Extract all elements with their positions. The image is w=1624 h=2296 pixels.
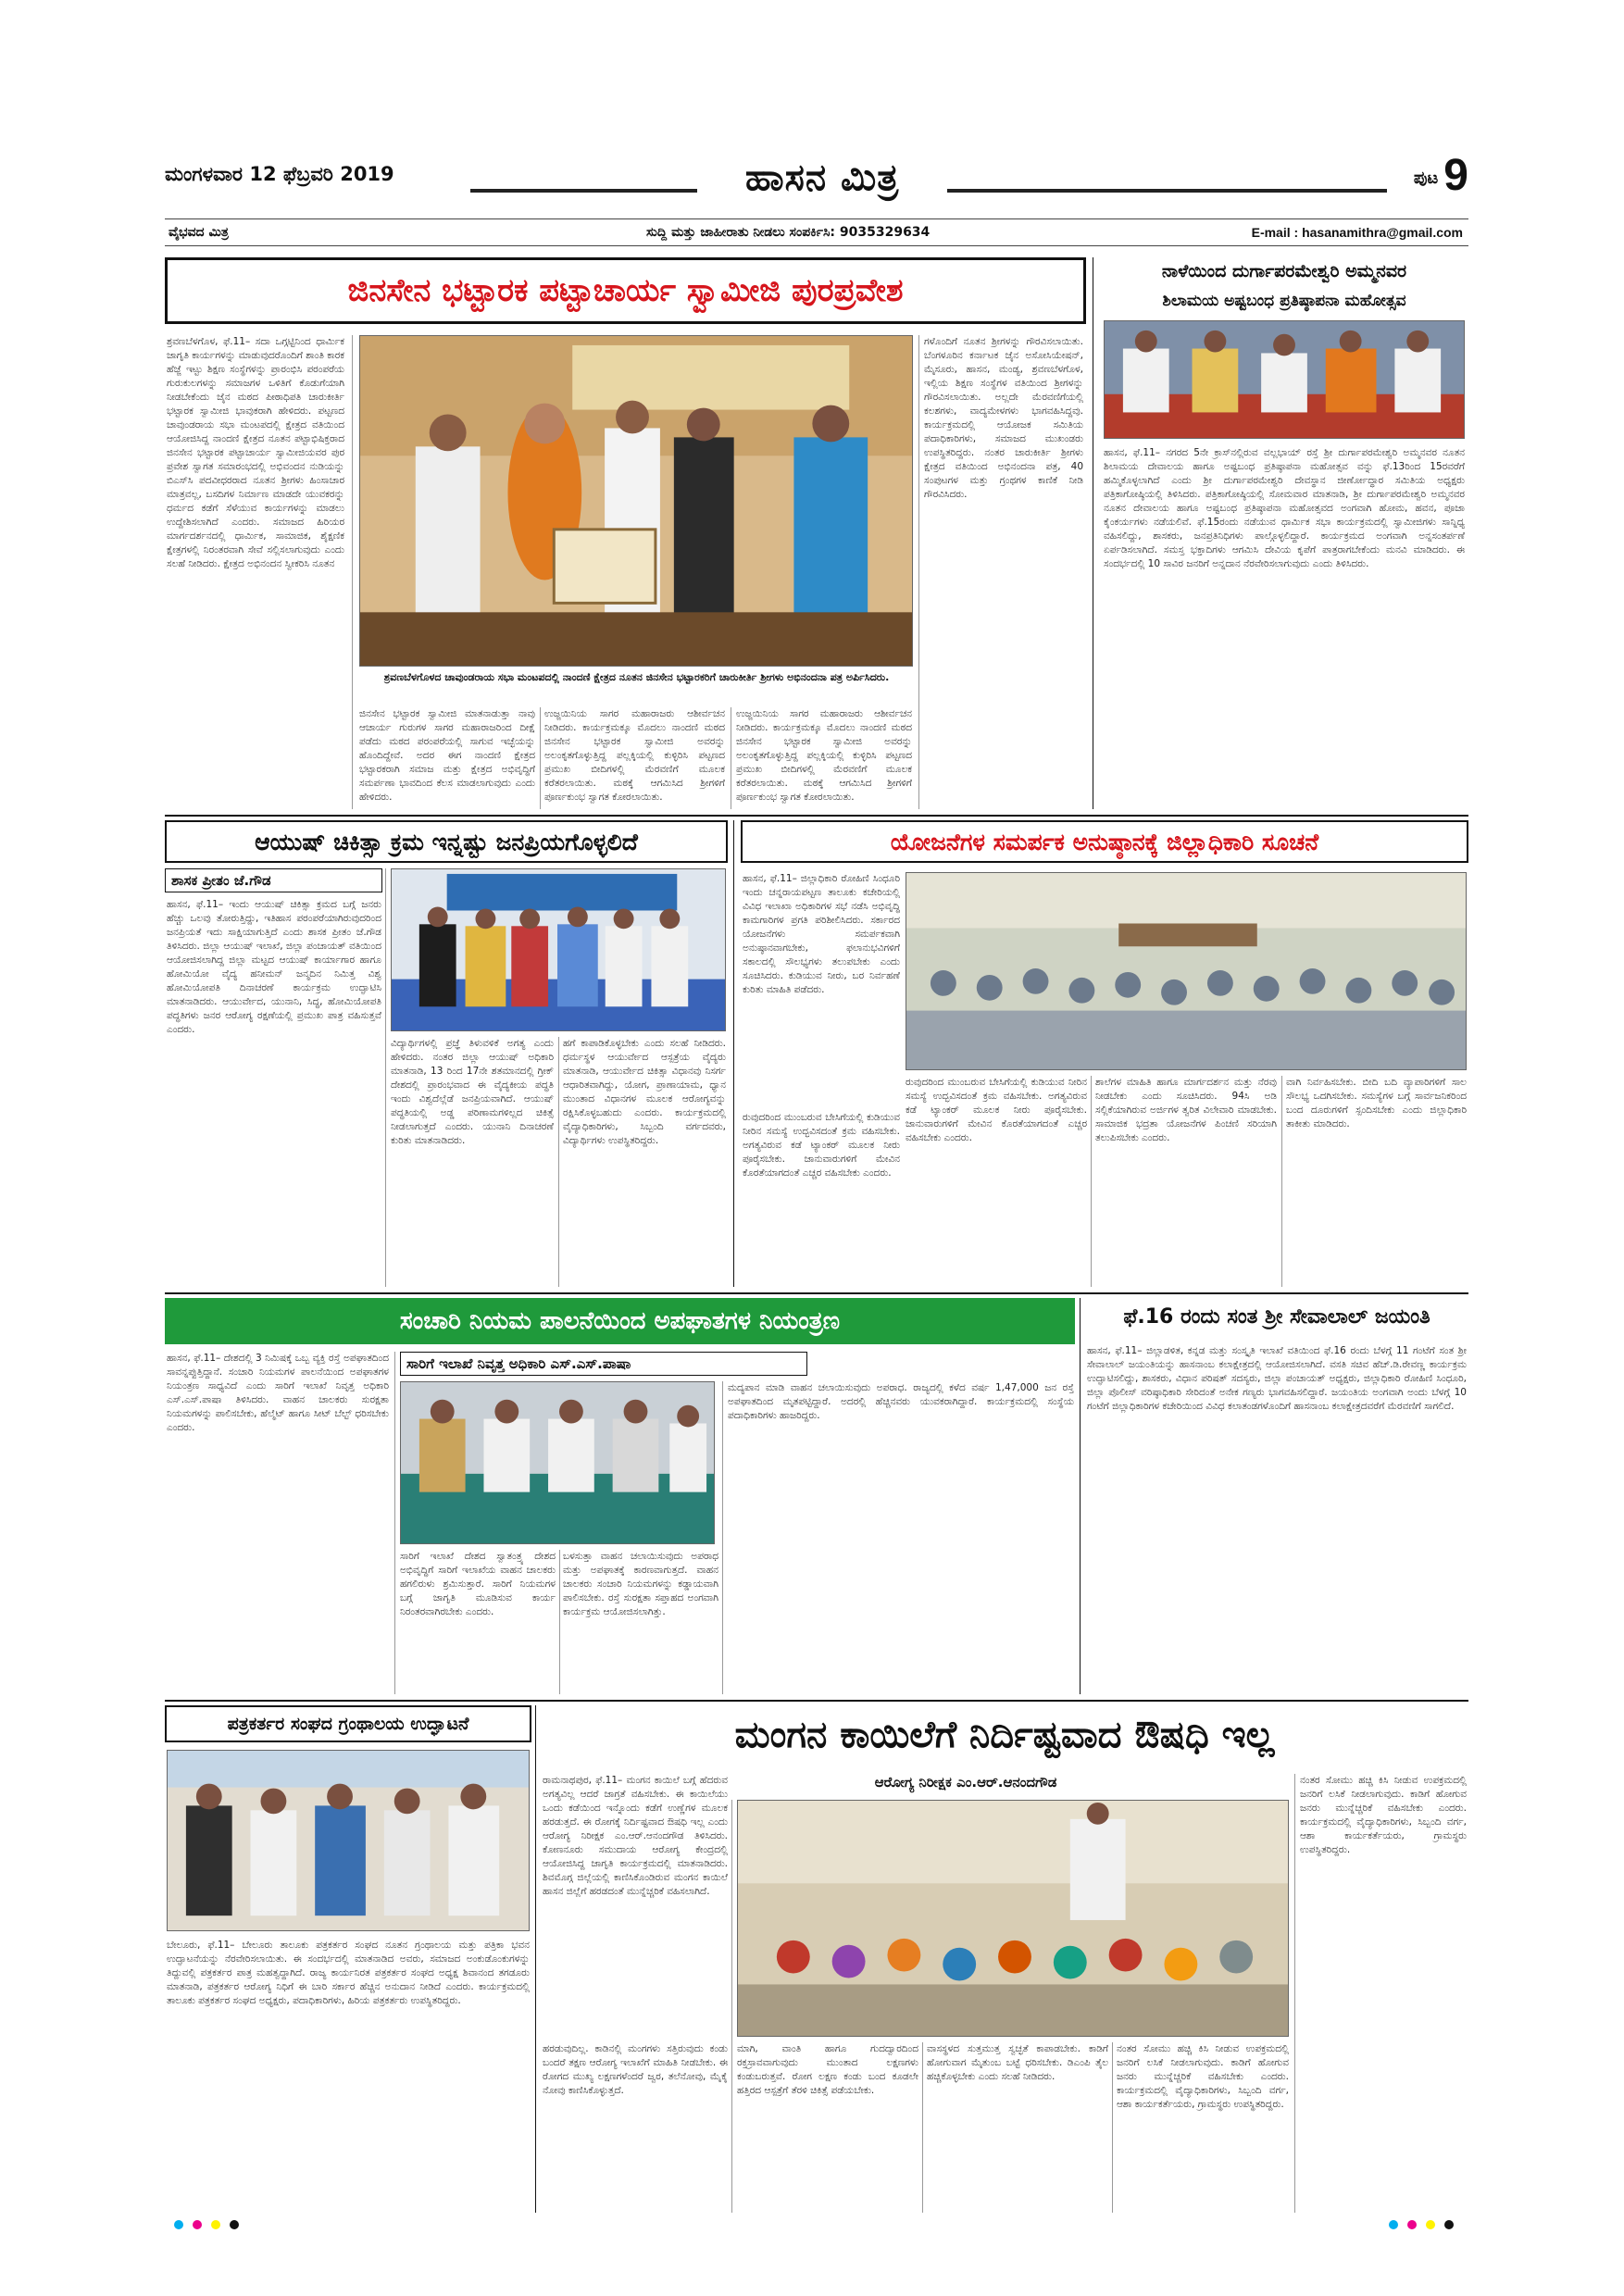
- page-number-value: 9: [1443, 151, 1468, 200]
- story5-col2: ಸಾರಿಗೆ ಇಲಾಖೆ ದೇಶದ ಸ್ವಾತಂತ್ರ್ಯ ದೇಶದ ಅಭಿವೃದ್ಧಿಗೆ ಸಾರಿಗೆ ಇಲಾಖೆಯ ವಾಹನ ಚಾಲಕರು ಹಗಲಿರುಳು ಶ್ರಮಿಸುತ್ತಾರೆ. ಸಾರಿಗೆ ನಿಯಮಗಳ ಬಗ್ಗೆ ಜಾಗೃತಿ ಮೂಡಿಸುವ ಕಾರ್ಯ ನಿರಂತರವಾಗಿರಬೇಕು ಎಂದರು.: [400, 1551, 556, 1617]
- col-divider: [559, 1550, 560, 1694]
- photo-health-awareness: [737, 1800, 1289, 2037]
- col-divider: [1112, 2042, 1113, 2213]
- headline-story6: ಫೆ.16 ರಂದು ಸಂತ ಶ್ರೀ ಸೇವಾಲಾಲ್ ಜಯಂತಿ: [1123, 1305, 1430, 1329]
- col-divider: [535, 1705, 536, 2213]
- photo-image: [1105, 321, 1464, 438]
- story1-col2: ಜಿನಸೇನ ಭಟ್ಟಾರಕ ಸ್ವಾಮೀಜಿ ಮಾತನಾಡುತ್ತಾ ನಾವು ಆಚಾರ್ಯ ಗುರುಗಳ ಸಾಗರ ಮಹಾರಾಜರಿಂದ ದೀಕ್ಷೆ ಪಡೆದು ಮಠದ ಪರಂಪರೆಯಲ್ಲಿ ಸಾಗುವ ಇಚ್ಛೆಯನ್ನು ಹೊಂದಿದ್ದೇವೆ. ಅದರ ಈಗ ನಾಂದಣಿ ಕ್ಷೇತ್ರದ ಭಟ್ಟಾರಕರಾಗಿ ಸಮಾಜ ಮತ್ತು ಕ್ಷೇತ್ರದ ಅಭಿವೃದ್ಧಿಗೆ ಸಮರ್ಪಣಾ ಭಾವದಿಂದ ಕೆಲಸ ಮಾಡಲಾಗುವುದು ಎಂದು ಹೇಳಿದರು.: [359, 708, 535, 803]
- story4-col4: ವಾಗಿ ನಿರ್ವಹಿಸಬೇಕು. ಬೀದಿ ಬದಿ ವ್ಯಾಪಾರಿಗಳಿಗೆ ಸಾಲ ಸೌಲಭ್ಯ ಒದಗಿಸಬೇಕು. ಸಮಸ್ಯೆಗಳ ಬಗ್ಗೆ ಸಾರ್ವಜನಿಕರಿಂದ ಬಂದ ದೂರುಗಳಿಗೆ ಸ್ಪಂದಿಸಬೇಕು ಎಂದು ಜಿಲ್ಲಾಧಿಕಾರಿ ತಾಕೀತು ಮಾಡಿದರು.: [1286, 1077, 1467, 1129]
- masthead: [165, 151, 1468, 213]
- headline-story3: ಆಯುಷ್ ಚಿಕಿತ್ಸಾ ಕ್ರಮ ಇನ್ನಷ್ಟು ಜನಪ್ರಿಯಗೊಳ್ಳಲಿದೆ: [165, 820, 728, 863]
- registration-marks-right: [1389, 2220, 1454, 2229]
- story1-col3: ಉಜ್ಜಯಿನಿಯ ಸಾಗರ ಮಹಾರಾಜರು ಆಶೀರ್ವಚನ ನೀಡಿದರು. ಕಾರ್ಯಕ್ರಮಕ್ಕೂ ಮೊದಲು ನಾಂದಣಿ ಮಠದ ಜಿನಸೇನ ಭಟ್ಟಾರಕ ಸ್ವಾಮೀಜಿ ಅವರನ್ನು ಅಲಂಕೃತಗೊಳ್ಳುತ್ತಿದ್ದ ಪಲ್ಲಕ್ಕಿಯಲ್ಲಿ ಕುಳ್ಳಿರಿಸಿ ಪಟ್ಟಣದ ಪ್ರಮುಖ ಬೀದಿಗಳಲ್ಲಿ ಮೆರವಣಿಗೆ ಮೂಲಕ ಕರೆತರಲಾಯಿತು. ಮಠಕ್ಕೆ ಆಗಮಿಸಿದ ಶ್ರೀಗಳಿಗೆ ಪೂರ್ಣಕುಂಭ ಸ್ವಾಗತ ಕೋರಲಾಯಿತು.: [544, 708, 725, 803]
- headline-story8: ಮಂಗನ ಕಾಯಿಲೆಗೆ ನಿರ್ದಿಷ್ಟವಾದ ಔಷಧಿ ಇಲ್ಲ: [734, 1714, 1275, 1756]
- photo-press-meet: [1104, 320, 1465, 439]
- story5-col1: ಹಾಸನ, ಫೆ.11– ದೇಶದಲ್ಲಿ 3 ನಿಮಿಷಕ್ಕೆ ಒಬ್ಬ ವ್ಯಕ್ತಿ ರಸ್ತೆ ಅಪಘಾತದಿಂದ ಸಾವನ್ನಪ್ಪುತ್ತಿದ್ದಾನೆ. ಸಂಚಾರಿ ನಿಯಮಗಳ ಪಾಲನೆಯಿಂದ ಅಪಘಾತಗಳ ನಿಯಂತ್ರಣ ಸಾಧ್ಯವಿದೆ ಎಂದು ಸಾರಿಗೆ ಇಲಾಖೆ ನಿವೃತ್ತ ಅಧಿಕಾರಿ ಎಸ್.ಎಸ್.ಪಾಷಾ ತಿಳಿಸಿದರು. ವಾಹನ ಚಾಲಕರು ಸುರಕ್ಷತಾ ನಿಯಮಗಳನ್ನು ಪಾಲಿಸಬೇಕು, ಹೆಲ್ಮೆಟ್ ಹಾಗೂ ಸೀಟ್ ಬೆಲ್ಟ್ ಧರಿಸಬೇಕು ಎಂದರು.: [167, 1353, 389, 1433]
- col-divider: [1281, 1076, 1282, 1287]
- cyan-dot: [174, 2220, 183, 2229]
- story4-col2: ರುವುದರಿಂದ ಮುಂಬರುವ ಬೇಸಿಗೆಯಲ್ಲಿ ಕುಡಿಯುವ ನೀರಿನ ಸಮಸ್ಯೆ ಉದ್ಭವಿಸದಂತೆ ಕ್ರಮ ವಹಿಸಬೇಕು. ಅಗತ್ಯವಿರುವ ಕಡೆ ಟ್ಯಾಂಕರ್ ಮೂಲಕ ನೀರು ಪೂರೈಸಬೇಕು. ಜಾನುವಾರುಗಳಿಗೆ ಮೇವಿನ ಕೊರತೆಯಾಗದಂತೆ ಎಚ್ಚರ ವಹಿಸಬೇಕು ಎಂದರು.: [906, 1077, 1087, 1143]
- story8-col4: ವಾಸಸ್ಥಳದ ಸುತ್ತಮುತ್ತ ಸ್ವಚ್ಛತೆ ಕಾಪಾಡಬೇಕು. ಕಾಡಿಗೆ ಹೋಗುವಾಗ ಮೈತುಂಬ ಬಟ್ಟೆ ಧರಿಸಬೇಕು. ಡಿಎಂಪಿ ತೈಲ ಹಚ್ಚಿಕೊಳ್ಳಬೇಕು ಎಂದು ಸಲಹೆ ನೀಡಿದರು.: [927, 2043, 1108, 2082]
- col-divider: [1294, 1774, 1295, 2213]
- story8-col1: ರಾಮನಾಥಪುರ, ಫೆ.11– ಮಂಗನ ಕಾಯಿಲೆ ಬಗ್ಗೆ ಹೆದರುವ ಅಗತ್ಯವಿಲ್ಲ ಆದರೆ ಜಾಗ್ರತೆ ವಹಿಸಬೇಕು. ಈ ಕಾಯಿಲೆಯು ಒಂದು ಕಡೆಯಿಂದ ಇನ್ನೊಂದು ಕಡೆಗೆ ಉಣ್ಣೆಗಳ ಮೂಲಕ ಹರಡುತ್ತದೆ. ಈ ರೋಗಕ್ಕೆ ನಿರ್ದಿಷ್ಟವಾದ ಔಷಧಿ ಇಲ್ಲ ಎಂದು ಆರೋಗ್ಯ ನಿರೀಕ್ಷಕ ಎಂ.ಆರ್.ಆನಂದಗೌಡ ತಿಳಿಸಿದರು. ಕೋಣನೂರು ಸಮುದಾಯ ಆರೋಗ್ಯ ಕೇಂದ್ರದಲ್ಲಿ ಆಯೋಜಿಸಿದ್ದ ಜಾಗೃತಿ ಕಾರ್ಯಕ್ರಮದಲ್ಲಿ ಮಾತನಾಡಿದರು. ಶಿವಮೊಗ್ಗ ಜಿಲ್ಲೆಯಲ್ಲಿ ಕಾಣಿಸಿಕೊಂಡಿರುವ ಮಂಗನ ಕಾಯಿಲೆ ಹಾಸನ ಜಿಲ್ಲೆಗೆ ಹರಡದಂತೆ ಮುನ್ನೆಚ್ಚರಿಕೆ ವಹಿಸಲಾಗಿದೆ.: [543, 1775, 728, 1897]
- yellow-dot: [211, 2220, 220, 2229]
- story7-text: ಬೇಲೂರು, ಫೆ.11– ಬೇಲೂರು ತಾಲೂಕು ಪತ್ರಕರ್ತರ ಸಂಘದ ನೂತನ ಗ್ರಂಥಾಲಯ ಮತ್ತು ಪತ್ರಿಕಾ ಭವನ ಉದ್ಘಾಟನೆಯನ್ನು ನೆರವೇರಿಸಲಾಯಿತು. ಈ ಸಂದರ್ಭದಲ್ಲಿ ಮಾತನಾಡಿದ ಅವರು, ಸಮಾಜದ ಅಂಕುಡೊಂಕುಗಳನ್ನು ತಿದ್ದುವಲ್ಲಿ ಪತ್ರಕರ್ತರ ಪಾತ್ರ ಮಹತ್ವದ್ದಾಗಿದೆ. ರಾಜ್ಯ ಕಾರ್ಯನಿರತ ಪತ್ರಕರ್ತರ ಸಂಘದ ಅಧ್ಯಕ್ಷ ಶಿವಾನಂದ ತಗಡೂರು ಮಾತನಾಡಿ, ಪತ್ರಕರ್ತರ ಆರೋಗ್ಯ ನಿಧಿಗೆ ಈ ಬಾರಿ ಸರ್ಕಾರ ಹೆಚ್ಚಿನ ಅನುದಾನ ನೀಡಿದೆ ಎಂದರು. ಕಾರ್ಯಕ್ರಮದಲ್ಲಿ ತಾಲೂಕು ಪತ್ರಕರ್ತರ ಸಂಘದ ಅಧ್ಯಕ್ಷರು, ಪದಾಧಿಕಾರಿಗಳು, ಹಿರಿಯ ಪತ್ರಕರ್ತರು ಉಪಸ್ಥಿತರಿದ್ದರು.: [167, 1940, 530, 2006]
- section-rule: [165, 1292, 1468, 1294]
- photo-image: [738, 1801, 1288, 2036]
- photo-image: [401, 1382, 714, 1543]
- col-divider: [540, 707, 541, 809]
- col-divider: [1080, 1298, 1081, 1694]
- headline-story2-line1: ನಾಳೆಯಿಂದ ದುರ್ಗಾಪರಮೇಶ್ವರಿ ಅಮ್ಮನವರ: [1161, 260, 1407, 281]
- photo-caption-story1: ಶ್ರವಣಬೆಳಗೊಳದ ಚಾವುಂಡರಾಯ ಸಭಾ ಮಂಟಪದಲ್ಲಿ ನಾಂದಣಿ ಕ್ಷೇತ್ರದ ನೂತನ ಜಿನಸೇನ ಭಟ್ಟಾರಕರಿಗೆ ಚಾರುಕೀರ್ತಿ ಶ್ರೀಗಳು ಅಭಿನಂದನಾ ಪತ್ರ ಅರ್ಪಿಸಿದರು.: [383, 671, 890, 683]
- headline-story5: ಸಂಚಾರಿ ನಿಯಮ ಪಾಲನೆಯಿಂದ ಅಪಘಾತಗಳ ನಿಯಂತ್ರಣ: [165, 1298, 1075, 1344]
- byline-story8: ಆರೋಗ್ಯ ನಿರೀಕ್ಷಕ ಎಂ.ಆರ್.ಆನಂದಗೌಡ: [874, 1774, 1057, 1791]
- photo-image: [392, 869, 725, 1030]
- masthead-rule-left: [470, 189, 697, 193]
- photo-image: [360, 336, 912, 666]
- issue-date: ಮಂಗಳವಾರ 12 ಫೆಬ್ರವರಿ 2019: [165, 163, 394, 185]
- photo-ayush-event: [391, 868, 726, 1031]
- col-divider: [394, 1352, 395, 1694]
- page-number: [1414, 150, 1468, 201]
- col-divider: [922, 2042, 923, 2213]
- story8-col3: ಮಾಗಿ, ವಾಂತಿ ಹಾಗೂ ಗುದದ್ವಾರದಿಂದ ರಕ್ತಸ್ರಾವವಾಗುವುದು ಮುಂತಾದ ಲಕ್ಷಣಗಳು ಕಂಡುಬರುತ್ತವೆ. ರೋಗ ಲಕ್ಷಣ ಕಂಡು ಬಂದ ಕೂಡಲೇ ಹತ್ತಿರದ ಆಸ್ಪತ್ರೆಗೆ ತೆರಳಿ ಚಿಕಿತ್ಸೆ ಪಡೆಯಬೇಕು.: [737, 2043, 918, 2096]
- photo-swamiji-ceremony: [359, 335, 913, 667]
- story5-col3: ಬಳಸುತ್ತಾ ವಾಹನ ಚಲಾಯಿಸುವುದು ಅಪರಾಧ ಮತ್ತು ಅಪಘಾತಕ್ಕೆ ಕಾರಣವಾಗುತ್ತದೆ. ವಾಹನ ಚಾಲಕರು ಸಂಚಾರಿ ನಿಯಮಗಳನ್ನು ಕಡ್ಡಾಯವಾಗಿ ಪಾಲಿಸಬೇಕು. ರಸ್ತೆ ಸುರಕ್ಷತಾ ಸಪ್ತಾಹದ ಅಂಗವಾಗಿ ಕಾರ್ಯಕ್ರಮ ಆಯೋಜಿಸಲಾಗಿತ್ತು.: [563, 1551, 718, 1617]
- story3-col3: ಹಗೆ ಕಾಪಾಡಿಕೊಳ್ಳಬೇಕು ಎಂದು ಸಲಹೆ ನೀಡಿದರು. ಧರ್ಮಸ್ಥಳ ಆಯುರ್ವೇದ ಆಸ್ಪತ್ರೆಯ ವೈದ್ಯರು ಮಾತನಾಡಿ, ಆಯುರ್ವೇದ ಚಿಕಿತ್ಸಾ ವಿಧಾನವು ನಿಸರ್ಗ ಆಧಾರಿತವಾಗಿದ್ದು, ಯೋಗ, ಪ್ರಾಣಾಯಾಮ, ಧ್ಯಾನ ಮುಂತಾದ ವಿಧಾನಗಳ ಮೂಲಕ ಆರೋಗ್ಯವನ್ನು ರಕ್ಷಿಸಿಕೊಳ್ಳಬಹುದು ಎಂದರು. ಕಾರ್ಯಕ್ರಮದಲ್ಲಿ ವೈದ್ಯಾಧಿಕಾರಿಗಳು, ಸಿಬ್ಬಂದಿ ವರ್ಗದವರು, ವಿದ್ಯಾರ್ಥಿಗಳು ಉಪಸ್ಥಿತರಿದ್ದರು.: [563, 1038, 726, 1146]
- photo-image: [168, 1751, 529, 1930]
- story6-text: ಹಾಸನ, ಫೆ.11– ಜಿಲ್ಲಾಡಳಿತ, ಕನ್ನಡ ಮತ್ತು ಸಂಸ್ಕೃತಿ ಇಲಾಖೆ ವತಿಯಿಂದ ಫೆ.16 ರಂದು ಬೆಳಗ್ಗೆ 11 ಗಂಟೆಗೆ ಸಂತ ಶ್ರೀ ಸೇವಾಲಾಲ್ ಜಯಂತಿಯನ್ನು ಹಾಸನಾಂಬ ಕಲಾಕ್ಷೇತ್ರದಲ್ಲಿ ಆಯೋಜಿಸಲಾಗಿದೆ. ವಸತಿ ಸಚಿವ ಹೆಚ್.ಡಿ.ರೇವಣ್ಣ ಕಾರ್ಯಕ್ರಮ ಉದ್ಘಾಟಿಸಲಿದ್ದು, ಶಾಸಕರು, ವಿಧಾನ ಪರಿಷತ್ ಸದಸ್ಯರು, ಜಿಲ್ಲಾ ಪಂಚಾಯತ್ ಅಧ್ಯಕ್ಷರು, ಜಿಲ್ಲಾಧಿಕಾರಿ ರೋಹಿಣಿ ಸಿಂಧೂರಿ, ಜಿಲ್ಲಾ ಪೊಲೀಸ್ ವರಿಷ್ಠಾಧಿಕಾರಿ ಸೇರಿದಂತೆ ಅನೇಕ ಗಣ್ಯರು ಭಾಗವಹಿಸಲಿದ್ದಾರೆ. ಜಯಂತಿಯ ಅಂಗವಾಗಿ ಅಂದು ಬೆಳಗ್ಗೆ 10 ಗಂಟೆಗೆ ಜಿಲ್ಲಾಧಿಕಾರಿಗಳ ಕಚೇರಿಯಿಂದ ವಿವಿಧ ಕಲಾತಂಡಗಳೊಂದಿಗೆ ಹಾಸನಾಂಬ ಕಲಾಕ್ಷೇತ್ರದವರೆಗೆ ಮೆರವಣಿಗೆ ಸಾಗಲಿದೆ.: [1087, 1345, 1467, 1412]
- page-label: ಪುಟ: [1413, 168, 1439, 187]
- black-dot: [230, 2220, 239, 2229]
- col-divider: [731, 1800, 732, 2213]
- story1-col4: ಗಳೊಂದಿಗೆ ನೂತನ ಶ್ರೀಗಳನ್ನು ಗೌರವಿಸಲಾಯಿತು. ಬೆಂಗಳೂರಿನ ಕರ್ನಾಟಕ ಜೈನ ಅಸೋಸಿಯೇಷನ್, ಮೈಸೂರು, ಹಾಸನ, ಮಂಡ್ಯ, ಶ್ರವಣಬೆಳಗೊಳ, ಇಲ್ಲಿಯ ಶಿಕ್ಷಣ ಸಂಸ್ಥೆಗಳ ವತಿಯಿಂದ ಶ್ರೀಗಳನ್ನು ಗೌರವಿಸಲಾಯಿತು. ಅಲ್ಲದೇ ಮೆರವಣಿಗೆಯಲ್ಲಿ ಕಲಶಗಳು, ವಾದ್ಯಮೇಳಗಳು ಭಾಗವಹಿಸಿದ್ದವು. ಕಾರ್ಯಕ್ರಮದಲ್ಲಿ ಆಯೋಜಕ ಸಮಿತಿಯ ಪದಾಧಿಕಾರಿಗಳು, ಸಮಾಜದ ಮುಖಂಡರು ಉಪಸ್ಥಿತರಿದ್ದರು. ನಂತರ ಚಾರುಕೀರ್ತಿ ಶ್ರೀಗಳು ಕ್ಷೇತ್ರದ ವತಿಯಿಂದ ಅಭಿನಂದನಾ ಪತ್ರ, 40 ಸಂಪುಟಗಳ ಮತ್ತು ಗ್ರಂಥಗಳ ಕಾಣಿಕೆ ನೀಡಿ ಗೌರವಿಸಿದರು.: [924, 336, 1083, 500]
- yellow-dot: [1426, 2220, 1435, 2229]
- masthead-rule-right: [947, 189, 1387, 193]
- headline-story1: ಜಿನಸೇನ ಭಟ್ಟಾರಕ ಪಟ್ಟಾಚಾರ್ಯ ಸ್ವಾಮೀಜಿ ಪುರಪ್ರವೇಶ: [165, 257, 1086, 324]
- headline-story2-line2: ಶಿಲಾಮಯ ಅಷ್ಟಬಂಧ ಪ್ರತಿಷ್ಠಾಪನಾ ಮಹೋತ್ಸವ: [1162, 291, 1406, 310]
- col-divider: [1091, 1076, 1092, 1287]
- byline-story3: ಶಾಸಕ ಪ್ರೀತಂ ಜೆ.ಗೌಡ: [165, 868, 382, 892]
- headline-story4: ಯೋಜನೆಗಳ ಸಮರ್ಪಕ ಅನುಷ್ಠಾನಕ್ಕೆ ಜಿಲ್ಲಾಧಿಕಾರಿ ಸೂಚನೆ: [741, 820, 1468, 863]
- newspaper-title: ಹಾಸನ ಮಿತ್ರ: [744, 156, 900, 199]
- story3-col1: ಹಾಸನ, ಫೆ.11– ಇಂದು ಆಯುಷ್ ಚಿಕಿತ್ಸಾ ಕ್ರಮದ ಬಗ್ಗೆ ಜನರು ಹೆಚ್ಚು ಒಲವು ತೋರುತ್ತಿದ್ದು, ಇತಿಹಾಸ ಪರಂಪರೆಯಾಗಿರುವುದರಿಂದ ಜನಪ್ರಿಯತೆ ಇದು ಸಾಕ್ಷಿಯಾಗುತ್ತಿದೆ ಎಂದು ಶಾಸಕ ಪ್ರೀತಂ ಜೆ.ಗೌಡ ತಿಳಿಸಿದರು. ಜಿಲ್ಲಾ ಆಯುಷ್ ಇಲಾಖೆ, ಜಿಲ್ಲಾ ಪಂಚಾಯತ್ ವತಿಯಿಂದ ಆಯೋಜಿಸಲಾಗಿದ್ದ ಜಿಲ್ಲಾ ಮಟ್ಟದ ಆಯುಷ್ ಕಾರ್ಯಾಗಾರ ಹಾಗೂ ಹೋಮಿಯೋ ವೈದ್ಯ ಹನೀಮನ್ ಜನ್ಮದಿನ ನಿಮಿತ್ತ ವಿಶ್ವ ಹೋಮಿಯೋಪತಿ ದಿನಾಚರಣೆ ಕಾರ್ಯಕ್ರಮ ಉದ್ಘಾಟಿಸಿ ಮಾತನಾಡಿದರು. ಆಯುರ್ವೇದ, ಯುನಾನಿ, ಸಿದ್ಧ, ಹೋಮಿಯೋಪತಿ ಪದ್ಧತಿಗಳು ಜನರ ಆರೋಗ್ಯ ರಕ್ಷಣೆಯಲ್ಲಿ ಪ್ರಮುಖ ಪಾತ್ರ ವಹಿಸುತ್ತವೆ ಎಂದರು.: [167, 899, 381, 1035]
- brand-tag: ವೈಭವದ ಮಿತ್ರ: [169, 225, 229, 240]
- cyan-dot: [1389, 2220, 1398, 2229]
- photo-traffic-event: [400, 1381, 715, 1544]
- story2-text: ಹಾಸನ, ಫೆ.11– ನಗರದ 5ನೇ ಕ್ರಾಸ್‌ನಲ್ಲಿರುವ ವಲ್ಲಭಾಯ್ ರಸ್ತೆ ಶ್ರೀ ದುರ್ಗಾಪರಮೇಶ್ವರಿ ಅಮ್ಮನವರ ನೂತನ ಶಿಲಾಮಯ ದೇವಾಲಯ ಹಾಗೂ ಅಷ್ಟಬಂಧ ಪ್ರತಿಷ್ಠಾಪನಾ ಮಹೋತ್ಸವ ವನ್ನು ಫೆ.13ರಿಂದ 15ರವರೆಗೆ ಹಮ್ಮಿಕೊಳ್ಳಲಾಗಿದೆ ಎಂದು ಶ್ರೀ ದುರ್ಗಾಪರಮೇಶ್ವರಿ ದೇವಸ್ಥಾನ ಜೀರ್ಣೋದ್ಧಾರ ಸಮಿತಿಯ ಅಧ್ಯಕ್ಷರು ಪತ್ರಿಕಾಗೋಷ್ಠಿಯಲ್ಲಿ ತಿಳಿಸಿದರು. ಪತ್ರಿಕಾಗೋಷ್ಠಿಯಲ್ಲಿ ಸೋಮವಾರ ಮಾತನಾಡಿ, ಶ್ರೀ ದುರ್ಗಾಪರಮೇಶ್ವರಿ ಅಮ್ಮನವರ ನೂತನ ದೇವಾಲಯ ಹಾಗೂ ಅಷ್ಟಬಂಧ ಪ್ರತಿಷ್ಠಾಪನಾ ಮಹೋತ್ಸವದ ಅಂಗವಾಗಿ ಹೋಮ, ಹವನ, ಪೂಜಾ ಕೈಂಕರ್ಯಗಳು ನಡೆಯಲಿವೆ. ಫೆ.15ರಂದು ನಡೆಯುವ ಧಾರ್ಮಿಕ ಸಭಾ ಕಾರ್ಯಕ್ರಮದಲ್ಲಿ ಸ್ವಾಮೀಜಿಗಳು ಸಾನ್ನಿಧ್ಯ ವಹಿಸಲಿದ್ದು, ಶಾಸಕರು, ಜನಪ್ರತಿನಿಧಿಗಳು ಪಾಲ್ಗೊಳ್ಳಲಿದ್ದಾರೆ. ಕಾರ್ಯಕ್ರಮದ ಅಂಗವಾಗಿ ಅನ್ನಸಂತರ್ಪಣೆ ಏರ್ಪಡಿಸಲಾಗಿದೆ. ಸಮಸ್ತ ಭಕ್ತಾದಿಗಳು ಆಗಮಿಸಿ ದೇವಿಯ ಕೃಪೆಗೆ ಪಾತ್ರರಾಗಬೇಕೆಂದು ಮನವಿ ಮಾಡಿದರು. ಈ ಸಂದರ್ಭದಲ್ಲಿ 10 ಸಾವಿರ ಜನರಿಗೆ ಅನ್ನದಾನ ನೆರವೇರಿಸಲಾಗುವುದು ಎಂದು ತಿಳಿಸಿದರು.: [1104, 447, 1465, 569]
- story3-col2: ವಿದ್ಯಾರ್ಥಿಗಳಲ್ಲಿ ಪ್ರಜ್ಞೆ ತಿಳುವಳಿಕೆ ಅಗತ್ಯ ಎಂದು ಹೇಳಿದರು. ನಂತರ ಜಿಲ್ಲಾ ಆಯುಷ್ ಅಧಿಕಾರಿ ಮಾತನಾಡಿ, 13 ರಿಂದ 17ನೇ ಶತಮಾನದಲ್ಲಿ ಗ್ರೀಕ್ ದೇಶದಲ್ಲಿ ಪ್ರಾರಂಭವಾದ ಈ ವೈದ್ಯಕೀಯ ಪದ್ಧತಿ ಇಂದು ವಿಶ್ವದೆಲ್ಲೆಡೆ ಜನಪ್ರಿಯವಾಗಿದೆ. ಆಯುಷ್ ಪದ್ಧತಿಯಲ್ಲಿ ಅಡ್ಡ ಪರಿಣಾಮಗಳಿಲ್ಲದ ಚಿಕಿತ್ಸೆ ನೀಡಲಾಗುತ್ತದೆ ಎಂದರು. ಯುನಾನಿ ದಿನಾಚರಣೆ ಕುರಿತು ಮಾತನಾಡಿದರು.: [391, 1038, 554, 1146]
- story4-col1b: ರುವುದರಿಂದ ಮುಂಬರುವ ಬೇಸಿಗೆಯಲ್ಲಿ ಕುಡಿಯುವ ನೀರಿನ ಸಮಸ್ಯೆ ಉದ್ಭವಿಸದಂತೆ ಕ್ರಮ ವಹಿಸಬೇಕು. ಅಗತ್ಯವಿರುವ ಕಡೆ ಟ್ಯಾಂಕರ್ ಮೂಲಕ ನೀರು ಪೂರೈಸಬೇಕು. ಜಾನುವಾರುಗಳಿಗೆ ಮೇವಿನ ಕೊರತೆಯಾಗದಂತೆ ಎಚ್ಚರ ವಹಿಸಬೇಕು ಎಂದರು.: [743, 1112, 900, 1179]
- section-rule: [165, 1700, 1468, 1702]
- col-divider: [733, 820, 734, 1287]
- story8-col2: ಹರಡುವುದಿಲ್ಲ. ಕಾಡಿನಲ್ಲಿ ಮಂಗಗಳು ಸತ್ತಿರುವುದು ಕಂಡು ಬಂದರೆ ತಕ್ಷಣ ಆರೋಗ್ಯ ಇಲಾಖೆಗೆ ಮಾಹಿತಿ ನೀಡಬೇಕು. ಈ ರೋಗದ ಮುಖ್ಯ ಲಕ್ಷಣಗಳೆಂದರೆ ಜ್ವರ, ತಲೆನೋವು, ಮೈಕೈ ನೋವು ಕಾಣಿಸಿಕೊಳ್ಳುತ್ತದೆ.: [543, 2043, 728, 2096]
- story8-col4b: ನಂತರ ಸೋಮು ಹಚ್ಚಿ ಕಿಸಿ ನೀಡುವ ಉಪಕ್ರಮದಲ್ಲಿ ಜನರಿಗೆ ಲಸಿಕೆ ನೀಡಲಾಗುವುದು. ಕಾಡಿಗೆ ಹೋಗುವ ಜನರು ಮುನ್ನೆಚ್ಚರಿಕೆ ವಹಿಸಬೇಕು ಎಂದರು. ಕಾರ್ಯಕ್ರಮದಲ್ಲಿ ವೈದ್ಯಾಧಿಕಾರಿಗಳು, ಸಿಬ್ಬಂದಿ ವರ್ಗ, ಆಶಾ ಕಾರ್ಯಕರ್ತೆಯರು, ಗ್ರಾಮಸ್ಥರು ಉಪಸ್ಥಿತರಿದ್ದರು.: [1117, 2043, 1289, 2110]
- col-divider: [558, 1037, 559, 1287]
- col-divider: [918, 335, 919, 809]
- story1-col1: ಶ್ರವಣಬೆಳಗೊಳ, ಫೆ.11– ಸದಾ ಒಗ್ಗಟ್ಟಿನಿಂದ ಧಾರ್ಮಿಕ ಜಾಗೃತಿ ಕಾರ್ಯಗಳನ್ನು ಮಾಡುವುದರೊಂದಿಗೆ ಶಾಂತಿ ಕಾರಕ ಹೆಜ್ಜೆ ಇಟ್ಟು ಶಿಕ್ಷಣ ಸಂಸ್ಥೆಗಳನ್ನು ಪ್ರಾರಂಭಿಸಿ ಪರಂಪರೆಯ ಗುರುಕುಲಗಳನ್ನು ಸಮಾಜಗಳ ಒಳಿತಿಗೆ ಕೊಡುಗೆಯಾಗಿ ನೀಡಬೇಕೆಂದು ಜೈನ ಮಠದ ಪೀಠಾಧಿಪತಿ ಚಾರುಕೀರ್ತಿ ಭಟ್ಟಾರಕ ಸ್ವಾಮೀಜಿ ಭಾವುಕರಾಗಿ ಹೇಳಿದರು. ಪಟ್ಟಣದ ಚಾವುಂಡರಾಯ ಸಭಾ ಮಂಟಪದಲ್ಲಿ ಕ್ಷೇತ್ರದ ವತಿಯಿಂದ ಆಯೋಜಿಸಿದ್ದ ನಾಂದಣಿ ಕ್ಷೇತ್ರದ ನೂತನ ಪಟ್ಟಾಭಿಷಿಕ್ತರಾದ ಜಿನಸೇನ ಭಟ್ಟಾರಕ ಪಟ್ಟಾಚಾರ್ಯ ಸ್ವಾಮೀಜಿಯವರ ಪುರ ಪ್ರವೇಶ ಸ್ವಾಗತ ಸಮಾರಂಭದಲ್ಲಿ ಅಭಿವಂದನ ನುಡಿಯನ್ನು ಬಿಎಸ್‌ಸಿ ಪದವೀಧರರಾದ ನೂತನ ಶ್ರೀಗಳು ಹಿಂಸಾಚಾರ ಮಾತ್ರವಲ್ಲ, ಬಸದಿಗಳ ನಿರ್ಮಾಣ ಮಾಡದೇ ಯುವಕರನ್ನು ಧರ್ಮದ ಕಡೆಗೆ ಸೆಳೆಯುವ ಕಾರ್ಯಗಳನ್ನು ಮಾಡಲು ಉದ್ದೇಶಿಸಲಾಗಿದೆ ಎಂದರು. ಸಮಾಜದ ಹಿರಿಯರ ಮಾರ್ಗದರ್ಶನದಲ್ಲಿ ಧಾರ್ಮಿಕ, ಸಾಮಾಜಿಕ, ಶೈಕ್ಷಣಿಕ ಕ್ಷೇತ್ರಗಳಲ್ಲಿ ನಿರಂತರವಾಗಿ ಸೇವೆ ಸಲ್ಲಿಸಲಾಗುವುದು ಎಂದು ಸಲಹೆ ನೀಡಿದರು. ಕ್ಷೇತ್ರದ ಅಭಿನಂದನ ಸ್ವೀಕರಿಸಿ ನೂತನ: [167, 336, 344, 569]
- story4-col3: ಶಾಲೆಗಳ ಮಾಹಿತಿ ಹಾಗೂ ಮಾರ್ಗದರ್ಶನ ಮತ್ತು ನೆರವು ನೀಡಬೇಕು ಎಂದು ಸೂಚಿಸಿದರು. 94ಸಿ ಅಡಿ ಸಲ್ಲಿಕೆಯಾಗಿರುವ ಅರ್ಜಿಗಳ ತ್ವರಿತ ವಿಲೇವಾರಿ ಮಾಡಬೇಕು. ಸಾಮಾಜಿಕ ಭದ್ರತಾ ಯೋಜನೆಗಳ ಪಿಂಚಣಿ ಸರಿಯಾಗಿ ತಲುಪಿಸಬೇಕು ಎಂದರು.: [1095, 1077, 1277, 1143]
- email-line: E-mail : hasanamithra@gmail.com: [1251, 225, 1463, 240]
- black-dot: [1444, 2220, 1454, 2229]
- col-divider: [722, 1381, 723, 1694]
- magenta-dot: [193, 2220, 202, 2229]
- col-divider: [385, 868, 386, 1287]
- story8-col5: ನಂತರ ಸೋಮು ಹಚ್ಚಿ ಕಿಸಿ ನೀಡುವ ಉಪಕ್ರಮದಲ್ಲಿ ಜನರಿಗೆ ಲಸಿಕೆ ನೀಡಲಾಗುವುದು. ಕಾಡಿಗೆ ಹೋಗುವ ಜನರು ಮುನ್ನೆಚ್ಚರಿಕೆ ವಹಿಸಬೇಕು ಎಂದರು. ಕಾರ್ಯಕ್ರಮದಲ್ಲಿ ವೈದ್ಯಾಧಿಕಾರಿಗಳು, ಸಿಬ್ಬಂದಿ ವರ್ಗ, ಆಶಾ ಕಾರ್ಯಕರ್ತೆಯರು, ಗ್ರಾಮಸ್ಥರು ಉಪಸ್ಥಿತರಿದ್ದರು.: [1300, 1775, 1467, 1855]
- byline-story5: ಸಾರಿಗೆ ಇಲಾಖೆ ನಿವೃತ್ತ ಅಧಿಕಾರಿ ಎಸ್.ಎಸ್.ಪಾಷಾ: [400, 1352, 807, 1376]
- photo-library-inauguration: [167, 1750, 530, 1931]
- story1-col3b: ಉಜ್ಜಯಿನಿಯ ಸಾಗರ ಮಹಾರಾಜರು ಆಶೀರ್ವಚನ ನೀಡಿದರು. ಕಾರ್ಯಕ್ರಮಕ್ಕೂ ಮೊದಲು ನಾಂದಣಿ ಮಠದ ಜಿನಸೇನ ಭಟ್ಟಾರಕ ಸ್ವಾಮೀಜಿ ಅವರನ್ನು ಅಲಂಕೃತಗೊಳ್ಳುತ್ತಿದ್ದ ಪಲ್ಲಕ್ಕಿಯಲ್ಲಿ ಕುಳ್ಳಿರಿಸಿ ಪಟ್ಟಣದ ಪ್ರಮುಖ ಬೀದಿಗಳಲ್ಲಿ ಮೆರವಣಿಗೆ ಮೂಲಕ ಕರೆತರಲಾಯಿತು. ಮಠಕ್ಕೆ ಆಗಮಿಸಿದ ಶ್ರೀಗಳಿಗೆ ಪೂರ್ಣಕುಂಭ ಸ್ವಾಗತ ಕೋರಲಾಯಿತು.: [736, 708, 912, 803]
- headline-story7: ಪತ್ರಕರ್ತರ ಸಂಘದ ಗ್ರಂಥಾಲಯ ಉದ್ಘಾಟನೆ: [165, 1705, 531, 1742]
- photo-image: [906, 873, 1466, 1069]
- photo-dc-meeting: [906, 872, 1467, 1070]
- contact-line: ಸುದ್ದಿ ಮತ್ತು ಜಾಹೀರಾತು ನೀಡಲು ಸಂಪರ್ಕಿಸಿ: 9035329634: [646, 225, 931, 240]
- section-rule: [165, 815, 1468, 817]
- col-divider: [352, 335, 353, 809]
- story4-col1: ಹಾಸನ, ಫೆ.11– ಜಿಲ್ಲಾಧಿಕಾರಿ ರೋಹಿಣಿ ಸಿಂಧೂರಿ ಇಂದು ಚನ್ನರಾಯಪಟ್ಟಣ ತಾಲೂಕು ಕಚೇರಿಯಲ್ಲಿ ವಿವಿಧ ಇಲಾಖಾ ಅಧಿಕಾರಿಗಳ ಸಭೆ ನಡೆಸಿ ಅಭಿವೃದ್ಧಿ ಕಾಮಗಾರಿಗಳ ಪ್ರಗತಿ ಪರಿಶೀಲಿಸಿದರು. ಸರ್ಕಾರದ ಯೋಜನೆಗಳು ಸಮರ್ಪಕವಾಗಿ ಅನುಷ್ಠಾನವಾಗಬೇಕು, ಫಲಾನುಭವಿಗಳಿಗೆ ಸಕಾಲದಲ್ಲಿ ಸೌಲಭ್ಯಗಳು ತಲುಪಬೇಕು ಎಂದು ಸೂಚಿಸಿದರು. ಕುಡಿಯುವ ನೀರು, ಬರ ನಿರ್ವಹಣೆ ಕುರಿತು ಮಾಹಿತಿ ಪಡೆದರು.: [743, 873, 900, 995]
- subhead-bar: [165, 218, 1468, 246]
- story5-col4: ಮದ್ಯಪಾನ ಮಾಡಿ ವಾಹನ ಚಲಾಯಿಸುವುದು ಅಪರಾಧ. ರಾಜ್ಯದಲ್ಲಿ ಕಳೆದ ವರ್ಷ 1,47,000 ಜನ ರಸ್ತೆ ಅಪಘಾತದಿಂದ ಮೃತಪಟ್ಟಿದ್ದಾರೆ. ಅದರಲ್ಲಿ ಹೆಚ್ಚಿನವರು ಯುವಕರಾಗಿದ್ದಾರೆ. ಕಾರ್ಯಕ್ರಮದಲ್ಲಿ ಸಂಸ್ಥೆಯ ಪದಾಧಿಕಾರಿಗಳು ಹಾಜರಿದ್ದರು.: [728, 1382, 1074, 1421]
- registration-marks-left: [174, 2220, 239, 2229]
- magenta-dot: [1407, 2220, 1417, 2229]
